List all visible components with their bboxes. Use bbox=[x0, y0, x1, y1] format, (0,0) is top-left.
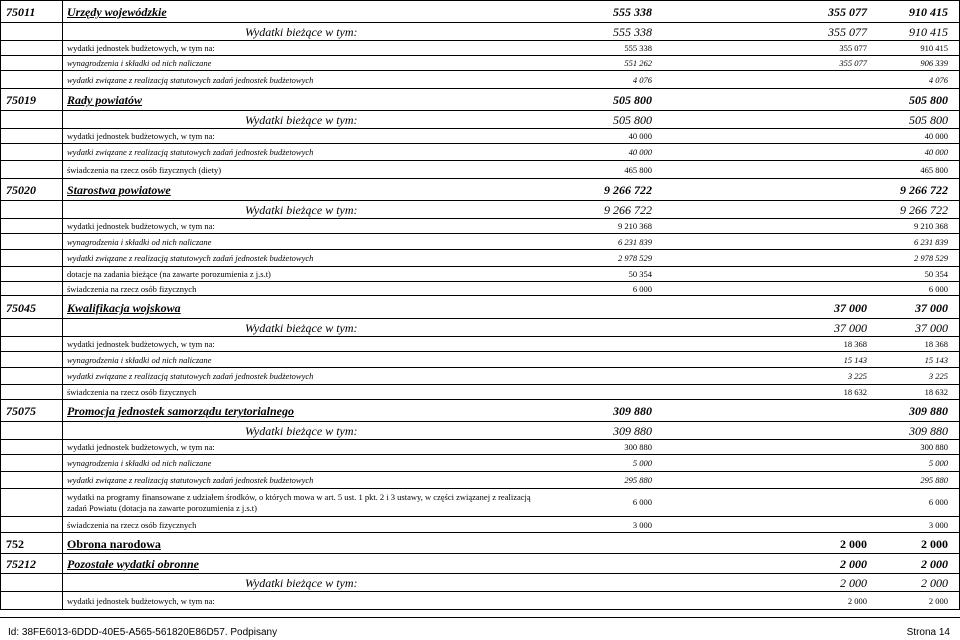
section-name: Kwalifikacja wojskowa bbox=[67, 301, 181, 315]
amount-col-2: 2 000 bbox=[840, 557, 867, 571]
amount-col-1: 555 338 bbox=[613, 25, 652, 39]
section-header-row bbox=[0, 178, 960, 200]
amount-col-3: 4 076 bbox=[928, 75, 948, 85]
subtotal-row bbox=[0, 573, 960, 591]
amount-col-3: 906 339 bbox=[920, 58, 948, 68]
subtotal-row bbox=[0, 200, 960, 218]
table-row bbox=[0, 40, 960, 55]
amount-col-2: 37 000 bbox=[834, 321, 867, 335]
table-row bbox=[0, 143, 960, 160]
amount-col-3: 309 880 bbox=[909, 404, 948, 418]
amount-col-2: 18 368 bbox=[843, 339, 867, 349]
row-label: wydatki jednostek budżetowych, w tym na: bbox=[67, 442, 215, 452]
table-row bbox=[0, 351, 960, 367]
row-label: wynagrodzenia i składki od nich naliczane bbox=[67, 58, 212, 68]
table-row bbox=[0, 128, 960, 143]
amount-col-3: 40 000 bbox=[924, 147, 948, 157]
row-label: Wydatki bieżące w tym: bbox=[245, 113, 358, 127]
table-bottom-border bbox=[0, 609, 960, 610]
amount-col-1: 6 000 bbox=[632, 284, 652, 294]
amount-col-1: 5 000 bbox=[632, 458, 652, 468]
table-row bbox=[0, 266, 960, 281]
page-footer bbox=[0, 617, 960, 640]
amount-col-2: 355 077 bbox=[828, 25, 867, 39]
amount-col-3: 465 800 bbox=[920, 165, 948, 175]
table-row bbox=[0, 471, 960, 488]
amount-col-3: 9 266 722 bbox=[900, 183, 948, 197]
amount-col-1: 309 880 bbox=[613, 424, 652, 438]
amount-col-1: 505 800 bbox=[613, 93, 652, 107]
amount-col-1: 551 262 bbox=[624, 58, 652, 68]
amount-col-2: 3 225 bbox=[847, 371, 867, 381]
table-row bbox=[0, 55, 960, 70]
row-label: Wydatki bieżące w tym: bbox=[245, 424, 358, 438]
section-header-row bbox=[0, 295, 960, 318]
section-name: Promocja jednostek samorządu terytorialnego bbox=[67, 404, 295, 418]
section-code: 75075 bbox=[6, 404, 36, 418]
row-label: wydatki związane z realizacją statutowych zadań jednostek budżetowych bbox=[67, 475, 314, 485]
row-label: wydatki związane z realizacją statutowych zadań jednostek budżetowych bbox=[67, 371, 314, 381]
section-name: Urzędy wojewódzkie bbox=[67, 5, 167, 19]
amount-col-1: 295 880 bbox=[624, 475, 652, 485]
table-row bbox=[0, 233, 960, 249]
amount-col-3: 505 800 bbox=[909, 113, 948, 127]
amount-col-2: 2 000 bbox=[840, 576, 867, 590]
section-code: 75020 bbox=[6, 183, 36, 197]
section-header-row bbox=[0, 0, 960, 22]
amount-col-3: 37 000 bbox=[915, 321, 948, 335]
amount-col-3: 910 415 bbox=[909, 5, 948, 19]
row-label: wydatki związane z realizacją statutowych zadań jednostek budżetowych bbox=[67, 147, 314, 157]
amount-col-1: 2 978 529 bbox=[618, 253, 652, 263]
amount-col-2: 18 632 bbox=[843, 387, 867, 397]
amount-col-3: 18 368 bbox=[924, 339, 948, 349]
amount-col-3: 40 000 bbox=[924, 131, 948, 141]
section-code: 752 bbox=[6, 537, 24, 551]
section-name: Starostwa powiatowe bbox=[67, 183, 171, 197]
amount-col-1: 309 880 bbox=[613, 404, 652, 418]
section-name: Pozostałe wydatki obronne bbox=[67, 557, 200, 571]
row-label: wydatki jednostek budżetowych, w tym na: bbox=[67, 596, 215, 606]
row-label: wydatki jednostek budżetowych, w tym na: bbox=[67, 221, 215, 231]
section-code: 75011 bbox=[6, 5, 36, 19]
amount-col-3: 2 000 bbox=[928, 596, 948, 606]
amount-col-3: 3 000 bbox=[928, 520, 948, 530]
code-divider bbox=[62, 0, 63, 609]
row-label: Wydatki bieżące w tym: bbox=[245, 321, 358, 335]
amount-col-1: 9 266 722 bbox=[604, 203, 652, 217]
section-code: 75045 bbox=[6, 301, 36, 315]
amount-col-3: 37 000 bbox=[915, 301, 948, 315]
amount-col-3: 300 880 bbox=[920, 442, 948, 452]
amount-col-1: 9 266 722 bbox=[604, 183, 652, 197]
amount-col-1: 9 210 368 bbox=[618, 221, 652, 231]
amount-col-3: 9 266 722 bbox=[900, 203, 948, 217]
row-label: wydatki jednostek budżetowych, w tym na: bbox=[67, 131, 215, 141]
amount-col-1: 50 354 bbox=[628, 269, 652, 279]
amount-col-3: 6 000 bbox=[928, 497, 948, 507]
row-label: świadczenia na rzecz osób fizycznych bbox=[67, 520, 197, 530]
amount-col-3: 3 225 bbox=[928, 371, 948, 381]
section-header-row bbox=[0, 88, 960, 110]
amount-col-3: 18 632 bbox=[924, 387, 948, 397]
section-name: Rady powiatów bbox=[67, 93, 143, 107]
amount-col-1: 555 338 bbox=[613, 5, 652, 19]
amount-col-1: 4 076 bbox=[632, 75, 652, 85]
table-row bbox=[0, 70, 960, 88]
amount-col-2: 355 077 bbox=[839, 43, 867, 53]
row-label: wydatki związane z realizacją statutowych zadań jednostek budżetowych bbox=[67, 253, 314, 263]
table-row bbox=[0, 454, 960, 471]
row-label: wydatki jednostek budżetowych, w tym na: bbox=[67, 339, 215, 349]
amount-col-1: 505 800 bbox=[613, 113, 652, 127]
section-header-row bbox=[0, 532, 960, 553]
row-label: wynagrodzenia i składki od nich naliczane bbox=[67, 237, 212, 247]
amount-col-2: 2 000 bbox=[847, 596, 867, 606]
amount-col-3: 910 415 bbox=[920, 43, 948, 53]
table-row bbox=[0, 439, 960, 454]
amount-col-1: 6 000 bbox=[632, 497, 652, 507]
subtotal-row bbox=[0, 318, 960, 336]
subtotal-row bbox=[0, 421, 960, 439]
amount-col-3: 6 231 839 bbox=[914, 237, 948, 247]
amount-col-3: 9 210 368 bbox=[914, 221, 948, 231]
amount-col-2: 355 077 bbox=[839, 58, 867, 68]
amount-col-1: 300 880 bbox=[624, 442, 652, 452]
table-row bbox=[0, 367, 960, 384]
table-row bbox=[0, 488, 960, 516]
amount-col-3: 2 000 bbox=[921, 537, 948, 551]
left-border bbox=[0, 0, 1, 609]
amount-col-3: 15 143 bbox=[924, 355, 948, 365]
row-label: świadczenia na rzecz osób fizycznych bbox=[67, 387, 197, 397]
subtotal-row bbox=[0, 22, 960, 40]
amount-col-1: 40 000 bbox=[628, 147, 652, 157]
amount-col-2: 2 000 bbox=[840, 537, 867, 551]
row-label: wydatki związane z realizacją statutowych zadań jednostek budżetowych bbox=[67, 75, 314, 85]
section-code: 75019 bbox=[6, 93, 36, 107]
amount-col-2: 37 000 bbox=[834, 301, 867, 315]
amount-col-3: 910 415 bbox=[909, 25, 948, 39]
table-row bbox=[0, 591, 960, 609]
amount-col-3: 295 880 bbox=[920, 475, 948, 485]
amount-col-2: 355 077 bbox=[828, 5, 867, 19]
document-id: Id: 38FE6013-6DDD-40E5-A565-561820E86D57. Podpisany bbox=[8, 627, 278, 638]
amount-col-1: 465 800 bbox=[624, 165, 652, 175]
row-label: świadczenia na rzecz osób fizycznych (diety) bbox=[67, 165, 222, 175]
page-number: Strona 14 bbox=[906, 627, 950, 638]
row-label: wydatki jednostek budżetowych, w tym na: bbox=[67, 43, 215, 53]
amount-col-1: 555 338 bbox=[624, 43, 652, 53]
row-label: Wydatki bieżące w tym: bbox=[245, 576, 358, 590]
row-label: świadczenia na rzecz osób fizycznych bbox=[67, 284, 197, 294]
amount-col-1: 6 231 839 bbox=[618, 237, 652, 247]
table-row bbox=[0, 281, 960, 295]
section-header-row bbox=[0, 553, 960, 573]
amount-col-1: 3 000 bbox=[632, 520, 652, 530]
row-label: wynagrodzenia i składki od nich naliczane bbox=[67, 355, 212, 365]
amount-col-3: 2 000 bbox=[921, 576, 948, 590]
amount-col-3: 505 800 bbox=[909, 93, 948, 107]
row-label: dotacje na zadania bieżące (na zawarte porozumienia z j.s.t) bbox=[67, 269, 271, 279]
section-code: 75212 bbox=[6, 557, 36, 571]
table-row bbox=[0, 384, 960, 399]
amount-col-3: 2 000 bbox=[921, 557, 948, 571]
table-row bbox=[0, 249, 960, 266]
row-label: Wydatki bieżące w tym: bbox=[245, 25, 358, 39]
row-label: wynagrodzenia i składki od nich naliczane bbox=[67, 458, 212, 468]
amount-col-3: 6 000 bbox=[928, 284, 948, 294]
table-row bbox=[0, 516, 960, 532]
subtotal-row bbox=[0, 110, 960, 128]
amount-col-3: 50 354 bbox=[924, 269, 948, 279]
row-label: Wydatki bieżące w tym: bbox=[245, 203, 358, 217]
section-header-row bbox=[0, 399, 960, 421]
amount-col-1: 40 000 bbox=[628, 131, 652, 141]
amount-col-2: 15 143 bbox=[843, 355, 867, 365]
amount-col-3: 309 880 bbox=[909, 424, 948, 438]
table-row bbox=[0, 160, 960, 178]
table-row bbox=[0, 218, 960, 233]
amount-col-3: 5 000 bbox=[928, 458, 948, 468]
amount-col-3: 2 978 529 bbox=[914, 253, 948, 263]
row-label: wydatki na programy finansowane z udziałem środków, o których mowa w art. 5 ust. 1 pkt. 2 i 3 ustawy, w części związanej z realizacją zadań Powiatu (dotacja na zawarte porozumienia z j.s.t) bbox=[67, 492, 531, 513]
section-name: Obrona narodowa bbox=[67, 537, 161, 551]
table-row bbox=[0, 336, 960, 351]
